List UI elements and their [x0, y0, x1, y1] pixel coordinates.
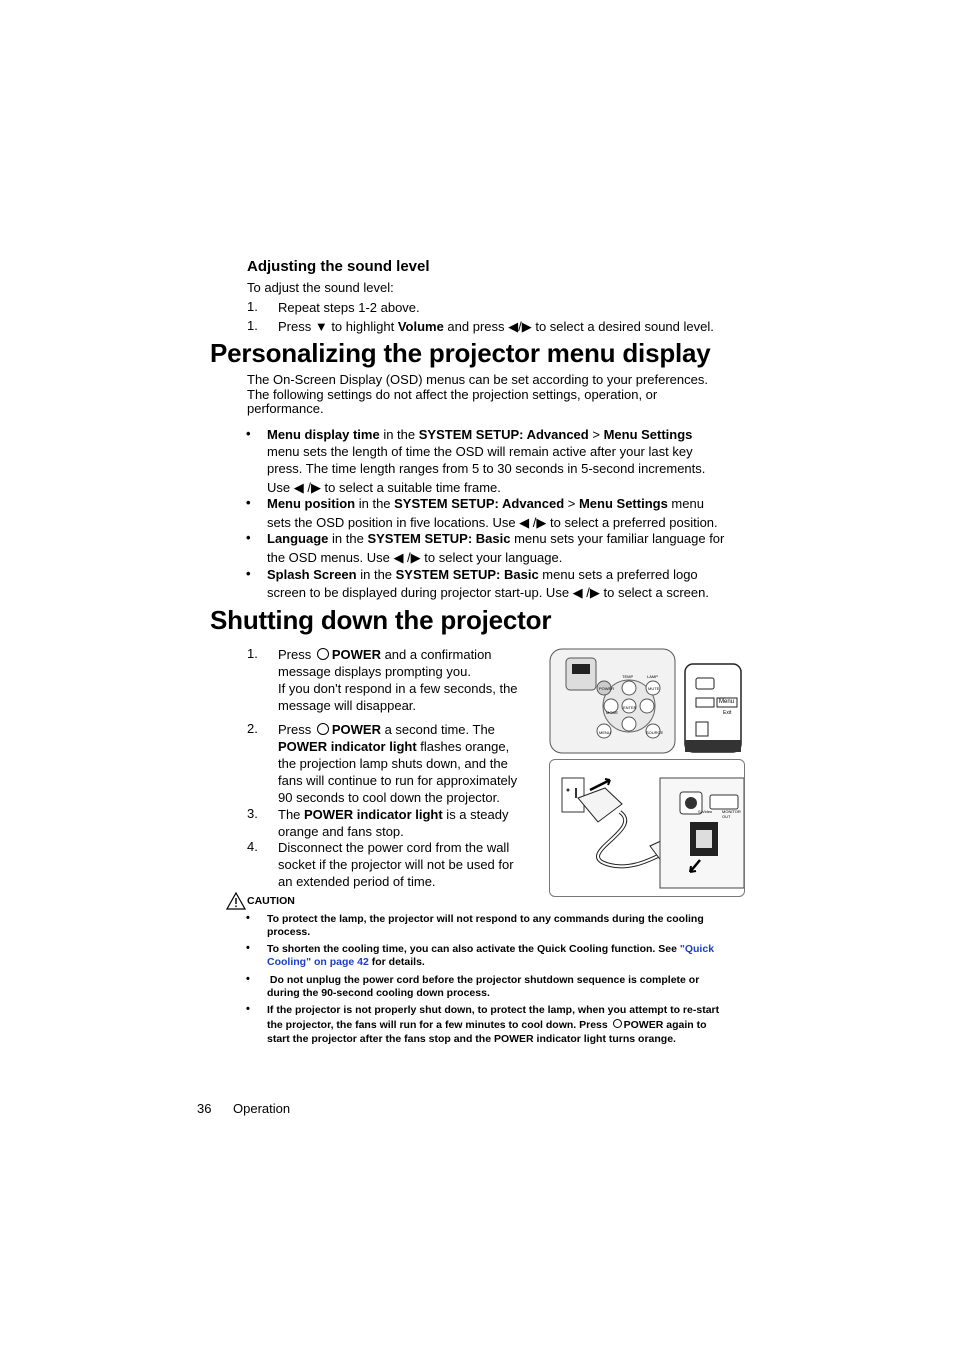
personalize-heading: Personalizing the projector menu display [210, 338, 711, 368]
bullet: • [246, 566, 251, 581]
bullet-language: Language in the SYSTEM SETUP: Basic menu sets your familiar language for the OSD menus. Use ◀ /▶ to select your language. [267, 531, 725, 565]
bullet: • [246, 912, 250, 924]
shutdown-step-2: Press POWER a second time. The POWER indicator light flashes orange, the projection lamp shuts down, and the fans will continue to run for approximately 90 seconds to cool down the projector. [278, 722, 518, 805]
rear-label-svideo: S-Video [698, 809, 713, 814]
caution-item-4: If the projector is not properly shut down, to protect the lamp, when you attempt to re-start the projector, the fans will run for a few minutes to cool down. Press POWER again to start the projector after the fans stop and the POWER indicator light turns orange. [267, 1004, 720, 1045]
bullet-splash-screen: Splash Screen in the SYSTEM SETUP: Basic menu sets a preferred logo screen to be displayed during projector start-up. Use ◀ /▶ to select a screen. [267, 567, 709, 600]
remote-label-menu: Menu [719, 699, 735, 705]
shutdown-step-1: Press POWER and a confirmation message displays prompting you. If you don't respond in a few seconds, the message will disappear. [278, 647, 518, 713]
sound-heading: Adjusting the sound level [247, 258, 430, 275]
bullet: • [246, 1003, 250, 1015]
step-number: 2. [247, 721, 258, 736]
control-panel-illustration [549, 648, 744, 755]
bullet: • [246, 973, 250, 985]
shutdown-step-3: The POWER indicator light is a steady orange and fans stop. [278, 807, 509, 839]
bullet: • [246, 530, 251, 545]
panel-label-source: SOURCE [646, 730, 664, 735]
rear-label-monitor-out: MONITOR OUT [722, 809, 741, 819]
bullet-menu-position: Menu position in the SYSTEM SETUP: Advanced > Menu Settings menu sets the OSD position in five locations. Use ◀ /▶ to select a preferred position. [267, 496, 718, 530]
sound-step-1: Repeat steps 1-2 above. [278, 300, 420, 315]
power-icon [317, 723, 329, 735]
bullet: • [246, 942, 250, 954]
caution-item-1: To protect the lamp, the projector will not respond to any commands during the cooling process. [267, 913, 704, 938]
personalize-intro: The On-Screen Display (OSD) menus can be set according to your preferences. The following settings do not affect the projection settings, operation, or performance. [247, 372, 708, 416]
sound-step-2: Press ▼ to highlight Volume and press ◀/▶ to select a desired sound level. [278, 319, 714, 334]
shutdown-heading: Shutting down the projector [210, 605, 552, 635]
panel-label-mute: MUTE [648, 686, 660, 691]
panel-label-mode: MODE [606, 710, 618, 715]
caution-item-2: To shorten the cooling time, you can also activate the Quick Cooling function. See "Quick Cooling" on page 42 for details. [267, 943, 715, 968]
power-icon [613, 1019, 622, 1028]
section-name: Operation [233, 1101, 291, 1116]
step-number: 4. [247, 839, 258, 854]
caution-label: CAUTION [247, 895, 295, 907]
bullet-menu-display-time: Menu display time in the SYSTEM SETUP: Advanced > Menu Settings menu sets the length of time the OSD will remain active after your last key press. The time length ranges from 5 to 30 seconds in 5-second increments. Use ◀ /▶ to select a suitable time frame. [267, 427, 706, 495]
power-cord-illustration [549, 759, 745, 897]
panel-label-power: POWER [599, 686, 615, 691]
bullet: • [246, 495, 251, 510]
page-number: 36 [197, 1101, 212, 1116]
panel-label-lamp: LAMP [647, 674, 658, 679]
sound-intro: To adjust the sound level: [247, 280, 394, 295]
shutdown-step-4: Disconnect the power cord from the wall socket if the projector will not be used for an extended period of time. [278, 840, 514, 889]
caution-icon [226, 892, 246, 910]
panel-label-enter: ENTER [623, 705, 637, 710]
step-number: 3. [247, 806, 258, 821]
caution-item-3: Do not unplug the power cord before the projector shutdown sequence is complete or during the 90-second cooling down process. [267, 974, 700, 999]
step-number: 1. [247, 318, 258, 333]
step-number: 1. [247, 299, 258, 314]
bullet: • [246, 426, 251, 441]
power-icon [317, 648, 329, 660]
panel-label-temp: TEMP [622, 674, 634, 679]
remote-label-exit: Exit [723, 710, 732, 716]
quick-cooling-link[interactable]: "Quick [679, 943, 715, 955]
quick-cooling-link[interactable]: Cooling" on page 42 [267, 956, 369, 968]
panel-label-menu: MENU [599, 730, 611, 735]
step-number: 1. [247, 646, 258, 661]
